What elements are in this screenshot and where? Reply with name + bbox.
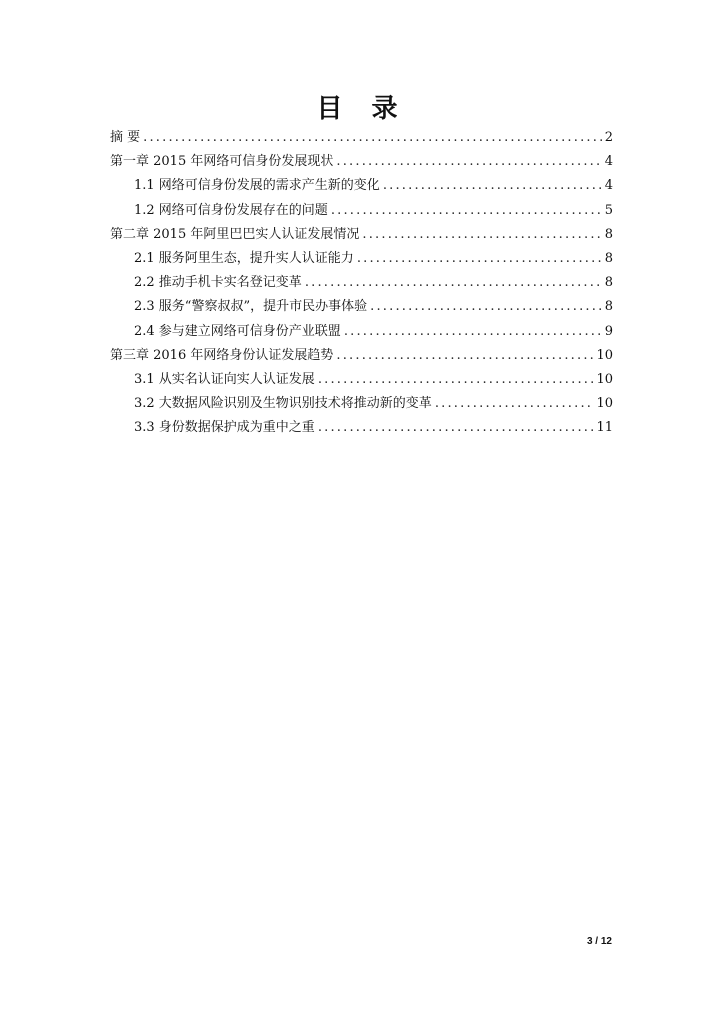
toc-leader-dots <box>344 320 602 344</box>
table-of-contents <box>110 126 613 440</box>
toc-leader-dots <box>318 416 594 440</box>
toc-entry-page: 8 <box>604 299 613 315</box>
toc-entry[interactable] <box>110 320 613 344</box>
toc-entry-page: 9 <box>604 323 613 339</box>
toc-entry[interactable] <box>110 199 613 223</box>
toc-entry[interactable] <box>110 150 613 174</box>
toc-entry-page: 5 <box>604 202 613 218</box>
toc-entry-label: 2.1 服务阿里生态，提升实人认证能力 <box>134 250 354 266</box>
toc-leader-dots <box>383 174 602 198</box>
toc-leader-dots <box>357 247 602 271</box>
toc-entry-label: 第三章 2016 年网络身份认证发展趋势 <box>110 347 334 363</box>
toc-entry-label: 1.1 网络可信身份发展的需求产生新的变化 <box>134 178 380 194</box>
toc-leader-dots <box>362 223 601 247</box>
toc-entry-page: 10 <box>596 396 613 412</box>
toc-entry-label: 3.2 大数据风险识别及生物识别技术将推动新的变革 <box>134 396 432 412</box>
toc-entry-label: 第一章 2015 年网络可信身份发展现状 <box>110 154 334 170</box>
toc-entry-label: 2.4 参与建立网络可信身份产业联盟 <box>134 323 341 339</box>
toc-entry-page: 10 <box>596 347 613 363</box>
toc-entry[interactable] <box>110 344 613 368</box>
toc-entry-page: 10 <box>596 371 613 387</box>
toc-entry[interactable] <box>110 126 613 150</box>
toc-entry-label: 3.1 从实名认证向实人认证发展 <box>134 371 315 387</box>
toc-entry-page: 8 <box>604 250 613 266</box>
toc-entry[interactable] <box>110 392 613 416</box>
toc-leader-dots <box>370 295 602 319</box>
toc-leader-dots <box>336 344 593 368</box>
page-number-indicator: 3 / 12 <box>586 936 612 947</box>
toc-entry-page: 4 <box>604 178 613 194</box>
toc-leader-dots <box>336 150 601 174</box>
toc-entry[interactable] <box>110 295 613 319</box>
toc-entry-label: 第二章 2015 年阿里巴巴实人认证发展情况 <box>110 226 360 242</box>
toc-entry[interactable] <box>110 247 613 271</box>
toc-entry-page: 11 <box>596 420 613 436</box>
toc-entry[interactable] <box>110 174 613 198</box>
toc-entry[interactable] <box>110 368 613 392</box>
toc-leader-dots <box>143 126 602 150</box>
toc-entry-label: 3.3 身份数据保护成为重中之重 <box>134 420 315 436</box>
page-title: 目 录 <box>316 94 408 124</box>
toc-entry-page: 2 <box>604 130 613 145</box>
toc-entry-label: 摘 要 <box>110 130 141 145</box>
toc-leader-dots <box>318 368 594 392</box>
toc-leader-dots <box>305 271 602 295</box>
toc-entry-label: 2.3 服务“警察叔叔”，提升市民办事体验 <box>134 299 368 315</box>
toc-leader-dots <box>331 199 602 223</box>
toc-entry[interactable] <box>110 416 613 440</box>
toc-leader-dots <box>435 392 594 416</box>
toc-entry-page: 8 <box>604 226 613 242</box>
toc-entry-page: 4 <box>604 154 613 170</box>
toc-entry-label: 1.2 网络可信身份发展存在的问题 <box>134 202 328 218</box>
toc-entry-label: 2.2 推动手机卡实名登记变革 <box>134 275 302 291</box>
toc-entry[interactable] <box>110 223 613 247</box>
toc-entry[interactable] <box>110 271 613 295</box>
toc-entry-page: 8 <box>604 275 613 291</box>
